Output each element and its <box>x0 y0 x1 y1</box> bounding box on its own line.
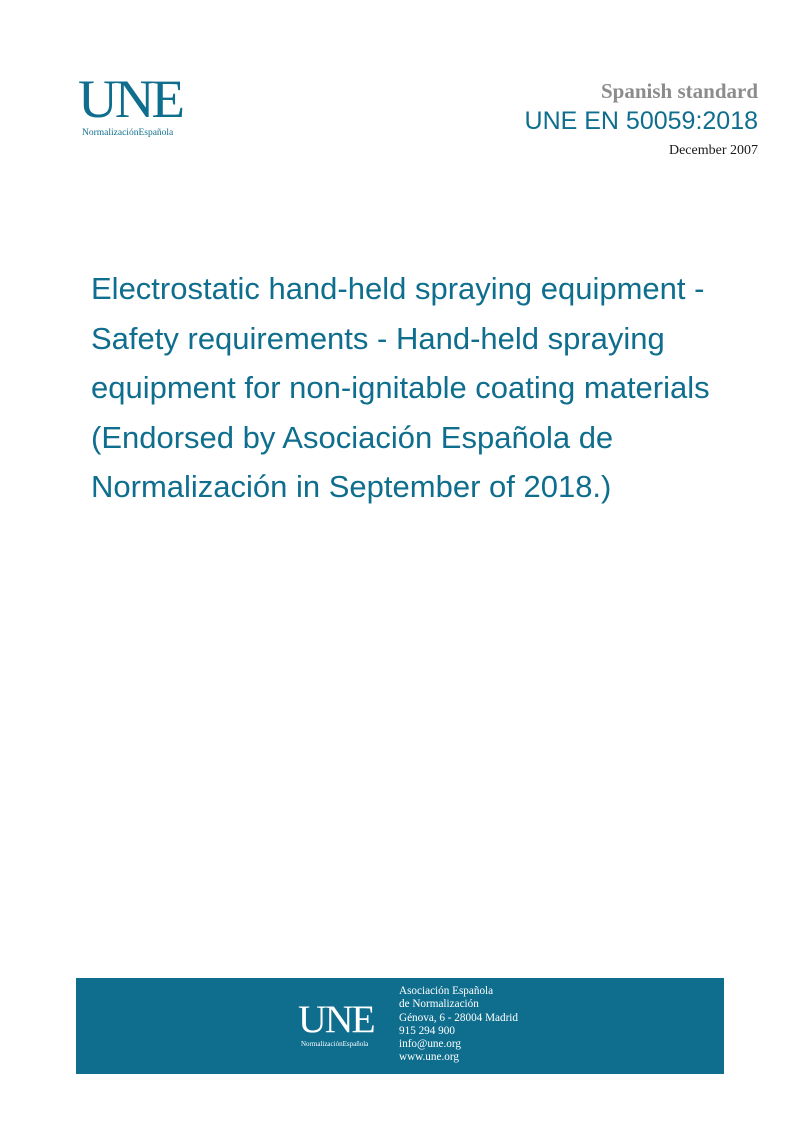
standard-date: December 2007 <box>668 143 758 158</box>
logo-tagline-part1: Normalización <box>82 128 139 138</box>
footer-org-line2: de Normalización <box>399 998 479 1011</box>
document-title: Electrostatic hand-held spraying equipment - Safety requirements - Hand-held spraying equipment for non-ignitable coating materials (Endorsed by Asociación Española de Normalización in September of 2018.) <box>91 271 710 504</box>
logo-wordmark: UNE <box>78 69 183 129</box>
une-logo <box>78 69 198 144</box>
footer-logo-tagline-part2: Española <box>342 1040 369 1048</box>
footer-org-line1: Asociación Española <box>399 985 494 997</box>
footer-address: Génova, 6 - 28004 Madrid <box>399 1011 518 1024</box>
footer-website-link[interactable]: www.une.org <box>399 1051 459 1064</box>
standard-code: UNE EN 50059:2018 <box>524 107 758 135</box>
footer-contact-info <box>399 985 518 1065</box>
footer-une-logo <box>298 998 388 1052</box>
footer-band <box>76 978 724 1074</box>
logo-tagline <box>82 128 173 138</box>
footer-logo-wordmark: UNE <box>298 998 374 1041</box>
standard-type: Spanish standard <box>601 79 758 103</box>
logo-tagline-part2: Española <box>138 128 174 138</box>
standard-header <box>525 78 758 160</box>
footer-email-link[interactable]: info@une.org <box>399 1038 461 1051</box>
footer-logo-tagline <box>301 1040 368 1048</box>
footer-phone: 915 294 900 <box>399 1024 455 1037</box>
footer-logo-tagline-part1: Normalización <box>301 1040 343 1048</box>
